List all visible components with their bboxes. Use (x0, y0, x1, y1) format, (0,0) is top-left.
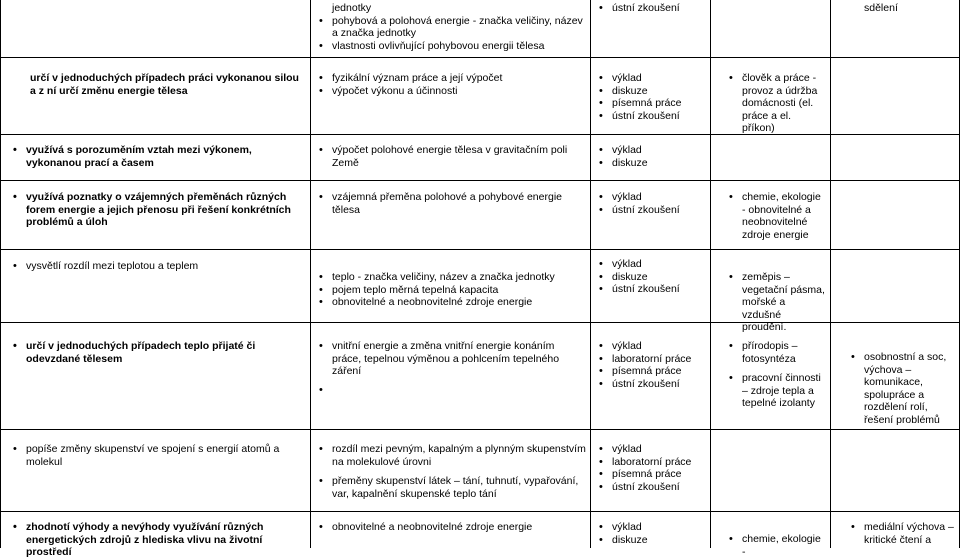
method-item: • písemná práce (598, 97, 706, 110)
method-item: • výklad (598, 521, 706, 534)
method-item: • písemná práce (598, 365, 706, 378)
method-item: • výklad (598, 191, 706, 204)
topic-item: • vzájemná přeměna polohové a pohybové energie tělesa (318, 191, 586, 216)
cross-item: • člověk a práce - provoz a údržba domácnosti (el. práce a el. příkon) (728, 72, 826, 135)
topic-item: • obnovitelné a neobnovitelné zdroje energie (318, 296, 586, 309)
themes-cell (850, 351, 954, 426)
method-item: • ústní zkoušení (598, 481, 706, 494)
method-item: • ústní zkoušení (598, 110, 706, 123)
topics-cell (318, 521, 586, 534)
cross-cell (728, 72, 826, 135)
topic-item: • pohybová a polohová energie - značka veličiny, název a značka jednotky (318, 15, 586, 40)
topics-cell (318, 72, 586, 97)
outcome-text: • zhodnotí výhody a nevýhody využívání různých energetických zdrojů z hlediska vlivu na životní prostředí (12, 521, 302, 559)
methods-cell (598, 443, 706, 493)
outcome-cell (12, 260, 302, 273)
topics-cell (318, 271, 586, 309)
topic-item: • rozdíl mezi pevným, kapalným a plynným skupenstvím na molekulové úrovni (318, 443, 586, 468)
method-item: • výklad (598, 258, 706, 271)
cross-cell (728, 533, 826, 558)
topics-cell (318, 2, 586, 52)
method-item: • ústní zkoušení (598, 378, 706, 391)
method-item: • výklad (598, 340, 706, 353)
outcome-text: • využívá s porozuměním vztah mezi výkonem, vykonanou prací a časem (12, 144, 300, 169)
topic-item-empty (318, 384, 586, 396)
methods-cell (598, 72, 706, 122)
outcome-cell (12, 521, 302, 559)
outcome-text: • popíše změny skupenství ve spojení s energií atomů a molekul (12, 443, 302, 468)
topic-item: • vlastnosti ovlivňující pohybovou energii tělesa (318, 40, 586, 53)
method-item: • diskuze (598, 271, 706, 284)
topic-item: jednotky (332, 2, 372, 14)
methods-cell (598, 340, 706, 390)
topic-item: • výpočet polohové energie tělesa v gravitačním poli Země (318, 144, 586, 169)
method-item: • výklad (598, 144, 706, 157)
cross-item: • chemie, ekologie - obnovitelné a neobnovitelné zdroje energie (728, 191, 826, 241)
method-item: • diskuze (598, 157, 706, 170)
cross-item: • chemie, ekologie - (728, 533, 826, 558)
outcome-text: • vysvětlí rozdíl mezi teplotou a teplem (12, 260, 302, 273)
method-item: • výklad (598, 443, 706, 456)
method-item: • výklad (598, 72, 706, 85)
outcome-cell (12, 144, 300, 169)
methods-cell (598, 521, 706, 546)
topic-item: • teplo - značka veličiny, název a značka jednotky (318, 271, 586, 284)
methods-cell (598, 258, 706, 296)
outcome-cell (30, 72, 300, 97)
method-item: • ústní zkoušení (598, 283, 706, 296)
topics-cell (318, 191, 586, 216)
theme-item: sdělení (864, 2, 898, 14)
outcome-cell (12, 340, 302, 365)
outcome-text: • určí v jednoduchých případech teplo přijaté či odevzdané tělesem (12, 340, 302, 365)
topics-cell (318, 340, 586, 396)
themes-cell (850, 521, 954, 546)
methods-cell (598, 2, 706, 15)
methods-cell (598, 191, 706, 216)
topics-cell (318, 144, 586, 169)
cross-cell (728, 340, 826, 410)
topic-item: • pojem teplo měrná tepelná kapacita (318, 284, 586, 297)
topic-item: • výpočet výkonu a účinnosti (318, 85, 586, 98)
topic-item: • fyzikální význam práce a její výpočet (318, 72, 586, 85)
outcome-cell (12, 443, 302, 468)
method-item: • ústní zkoušení (598, 204, 706, 217)
topic-item: • obnovitelné a neobnovitelné zdroje energie (318, 521, 586, 534)
cross-item: • přírodopis – fotosyntéza (728, 340, 826, 365)
outcome-text: určí v jednoduchých případech práci vykonanou silou a z ní určí změnu energie tělesa (30, 72, 299, 97)
method-item: • laboratorní práce (598, 353, 706, 366)
cross-item: • zeměpis – vegetační pásma, mořské a vzdušné proudění. (728, 271, 826, 334)
method-item: • písemná práce (598, 468, 706, 481)
cross-cell (728, 271, 826, 334)
theme-item: • osobnostní a soc, výchova – komunikace, spolupráce a rozdělení rolí, řešení problémů (850, 351, 954, 426)
topic-item: • vnitřní energie a změna vnitřní energie konáním práce, tepelnou výměnou a pohlcením tepelného záření (318, 340, 586, 378)
outcome-text: • využívá poznatky o vzájemných přeměnách různých forem energie a jejich přenosu při řešení konkrétních problémů a úloh (12, 191, 302, 229)
method-item: • ústní zkoušení (598, 2, 706, 15)
cross-cell (728, 191, 826, 241)
themes-cell (864, 2, 956, 15)
topics-cell (318, 443, 586, 500)
topic-item: • přeměny skupenství látek – tání, tuhnutí, vypařování, var, kapalnění skupenské teplo tání (318, 475, 586, 500)
method-item: • laboratorní práce (598, 456, 706, 469)
method-item: • diskuze (598, 85, 706, 98)
outcome-cell (12, 191, 302, 229)
method-item: • diskuze (598, 534, 706, 547)
methods-cell (598, 144, 706, 169)
cross-item: • pracovní činnosti – zdroje tepla a tepelné izolanty (728, 372, 826, 410)
theme-item: • mediální výchova – kritické čtení a (850, 521, 954, 546)
